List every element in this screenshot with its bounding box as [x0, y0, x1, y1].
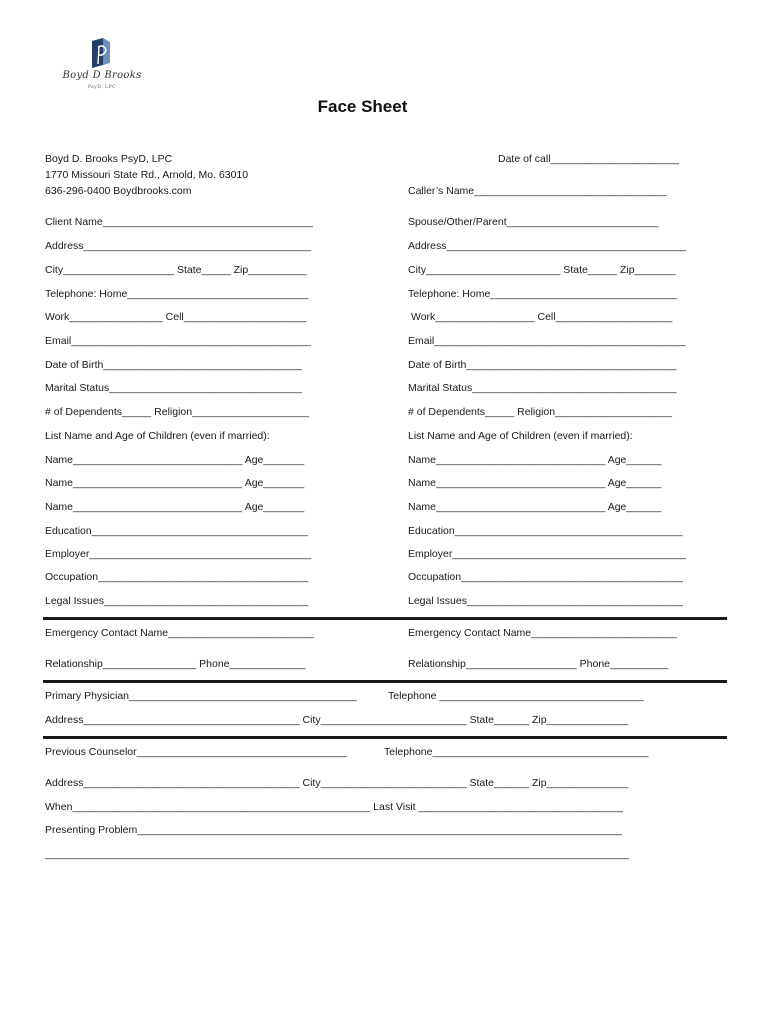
client-home-phone-field[interactable]: Telephone: Home_______________________________	[45, 288, 309, 300]
spouse-child-2-field[interactable]: Name_____________________________ Age______	[408, 477, 662, 489]
spouse-dependents-religion-field[interactable]: # of Dependents_____ Religion____________________	[408, 406, 672, 418]
counselor-address-field[interactable]: Address_____________________________________ City_________________________ State______ Zip______________	[45, 777, 629, 789]
spouse-work-cell-field[interactable]: Work_________________ Cell____________________	[411, 311, 673, 323]
spouse-marital-field[interactable]: Marital Status___________________________________	[408, 382, 677, 394]
presenting-problem-continuation-line[interactable]: ____________________________________________________________________________________________________	[45, 848, 629, 860]
provider-phone-website: 636-296-0400 Boydbrooks.com	[45, 185, 192, 197]
page-title: Face Sheet	[317, 97, 408, 116]
section-divider	[43, 736, 727, 739]
spouse-employer-field[interactable]: Employer________________________________________	[408, 548, 686, 560]
client-name-field[interactable]: Client Name____________________________________	[45, 216, 313, 228]
presenting-problem-field[interactable]: Presenting Problem___________________________________________________________________________________	[45, 824, 622, 836]
client-child-2-field[interactable]: Name_____________________________ Age_______	[45, 477, 305, 489]
spouse-child-1-field[interactable]: Name_____________________________ Age______	[408, 454, 662, 466]
practice-logo	[56, 38, 148, 96]
provider-address: 1770 Missouri State Rd., Arnold, Mo. 63010	[45, 169, 249, 181]
section-divider	[43, 680, 727, 683]
client-children-label: List Name and Age of Children (even if married):	[45, 430, 270, 442]
emergency-relationship-right-field[interactable]: Relationship___________________ Phone__________	[408, 658, 669, 670]
emergency-contact-name-left-field[interactable]: Emergency Contact Name_________________________	[45, 627, 315, 639]
spouse-city-state-zip-field[interactable]: City_______________________ State_____ Zip_______	[408, 264, 676, 276]
primary-physician-field[interactable]: Primary Physician_______________________________________	[45, 690, 357, 702]
spouse-dob-field[interactable]: Date of Birth____________________________________	[408, 359, 677, 371]
logo-name: Boyd D Brooks	[62, 70, 142, 81]
client-address-field[interactable]: Address_______________________________________	[45, 240, 312, 252]
spouse-education-field[interactable]: Education_______________________________________	[408, 525, 683, 537]
provider-name: Boyd D. Brooks PsyD, LPC	[45, 153, 173, 165]
client-child-1-field[interactable]: Name_____________________________ Age_______	[45, 454, 305, 466]
client-dob-field[interactable]: Date of Birth__________________________________	[45, 359, 302, 371]
spouse-name-field[interactable]: Spouse/Other/Parent__________________________	[408, 216, 659, 228]
spouse-legal-issues-field[interactable]: Legal Issues_____________________________________	[408, 595, 684, 607]
client-child-3-field[interactable]: Name_____________________________ Age_______	[45, 501, 305, 513]
caller-name-field[interactable]: Caller’s Name_________________________________	[408, 185, 667, 197]
client-email-field[interactable]: Email_________________________________________	[45, 335, 311, 347]
spouse-children-label: List Name and Age of Children (even if married):	[408, 430, 633, 442]
spouse-home-phone-field[interactable]: Telephone: Home________________________________	[408, 288, 678, 300]
client-marital-field[interactable]: Marital Status_________________________________	[45, 382, 302, 394]
client-dependents-religion-field[interactable]: # of Dependents_____ Religion____________________	[45, 406, 309, 418]
spouse-address-field[interactable]: Address_________________________________________	[408, 240, 686, 252]
counselor-telephone-field[interactable]: Telephone_____________________________________	[384, 746, 649, 758]
spouse-email-field[interactable]: Email___________________________________________	[408, 335, 686, 347]
client-city-state-zip-field[interactable]: City___________________ State_____ Zip__________	[45, 264, 307, 276]
client-employer-field[interactable]: Employer______________________________________	[45, 548, 312, 560]
client-legal-issues-field[interactable]: Legal Issues___________________________________	[45, 595, 309, 607]
physician-telephone-field[interactable]: Telephone ___________________________________	[388, 690, 644, 702]
emergency-relationship-left-field[interactable]: Relationship________________ Phone_____________	[45, 658, 306, 670]
spouse-child-3-field[interactable]: Name_____________________________ Age______	[408, 501, 662, 513]
physician-address-field[interactable]: Address_____________________________________ City_________________________ State______ Zip______________	[45, 714, 629, 726]
counselor-when-last-visit-field[interactable]: When___________________________________________________ Last Visit ___________________________________	[45, 801, 623, 813]
emergency-contact-name-right-field[interactable]: Emergency Contact Name_________________________	[408, 627, 678, 639]
previous-counselor-field[interactable]: Previous Counselor____________________________________	[45, 746, 347, 758]
client-education-field[interactable]: Education_____________________________________	[45, 525, 308, 537]
logo-credentials: PsyD, LPC	[87, 85, 117, 90]
logo-emblem-icon	[88, 38, 114, 68]
spouse-occupation-field[interactable]: Occupation______________________________________	[408, 571, 684, 583]
client-occupation-field[interactable]: Occupation____________________________________	[45, 571, 309, 583]
date-of-call-field[interactable]: Date of call______________________	[498, 153, 679, 165]
section-divider	[43, 617, 727, 620]
client-work-cell-field[interactable]: Work________________ Cell_____________________	[45, 311, 307, 323]
